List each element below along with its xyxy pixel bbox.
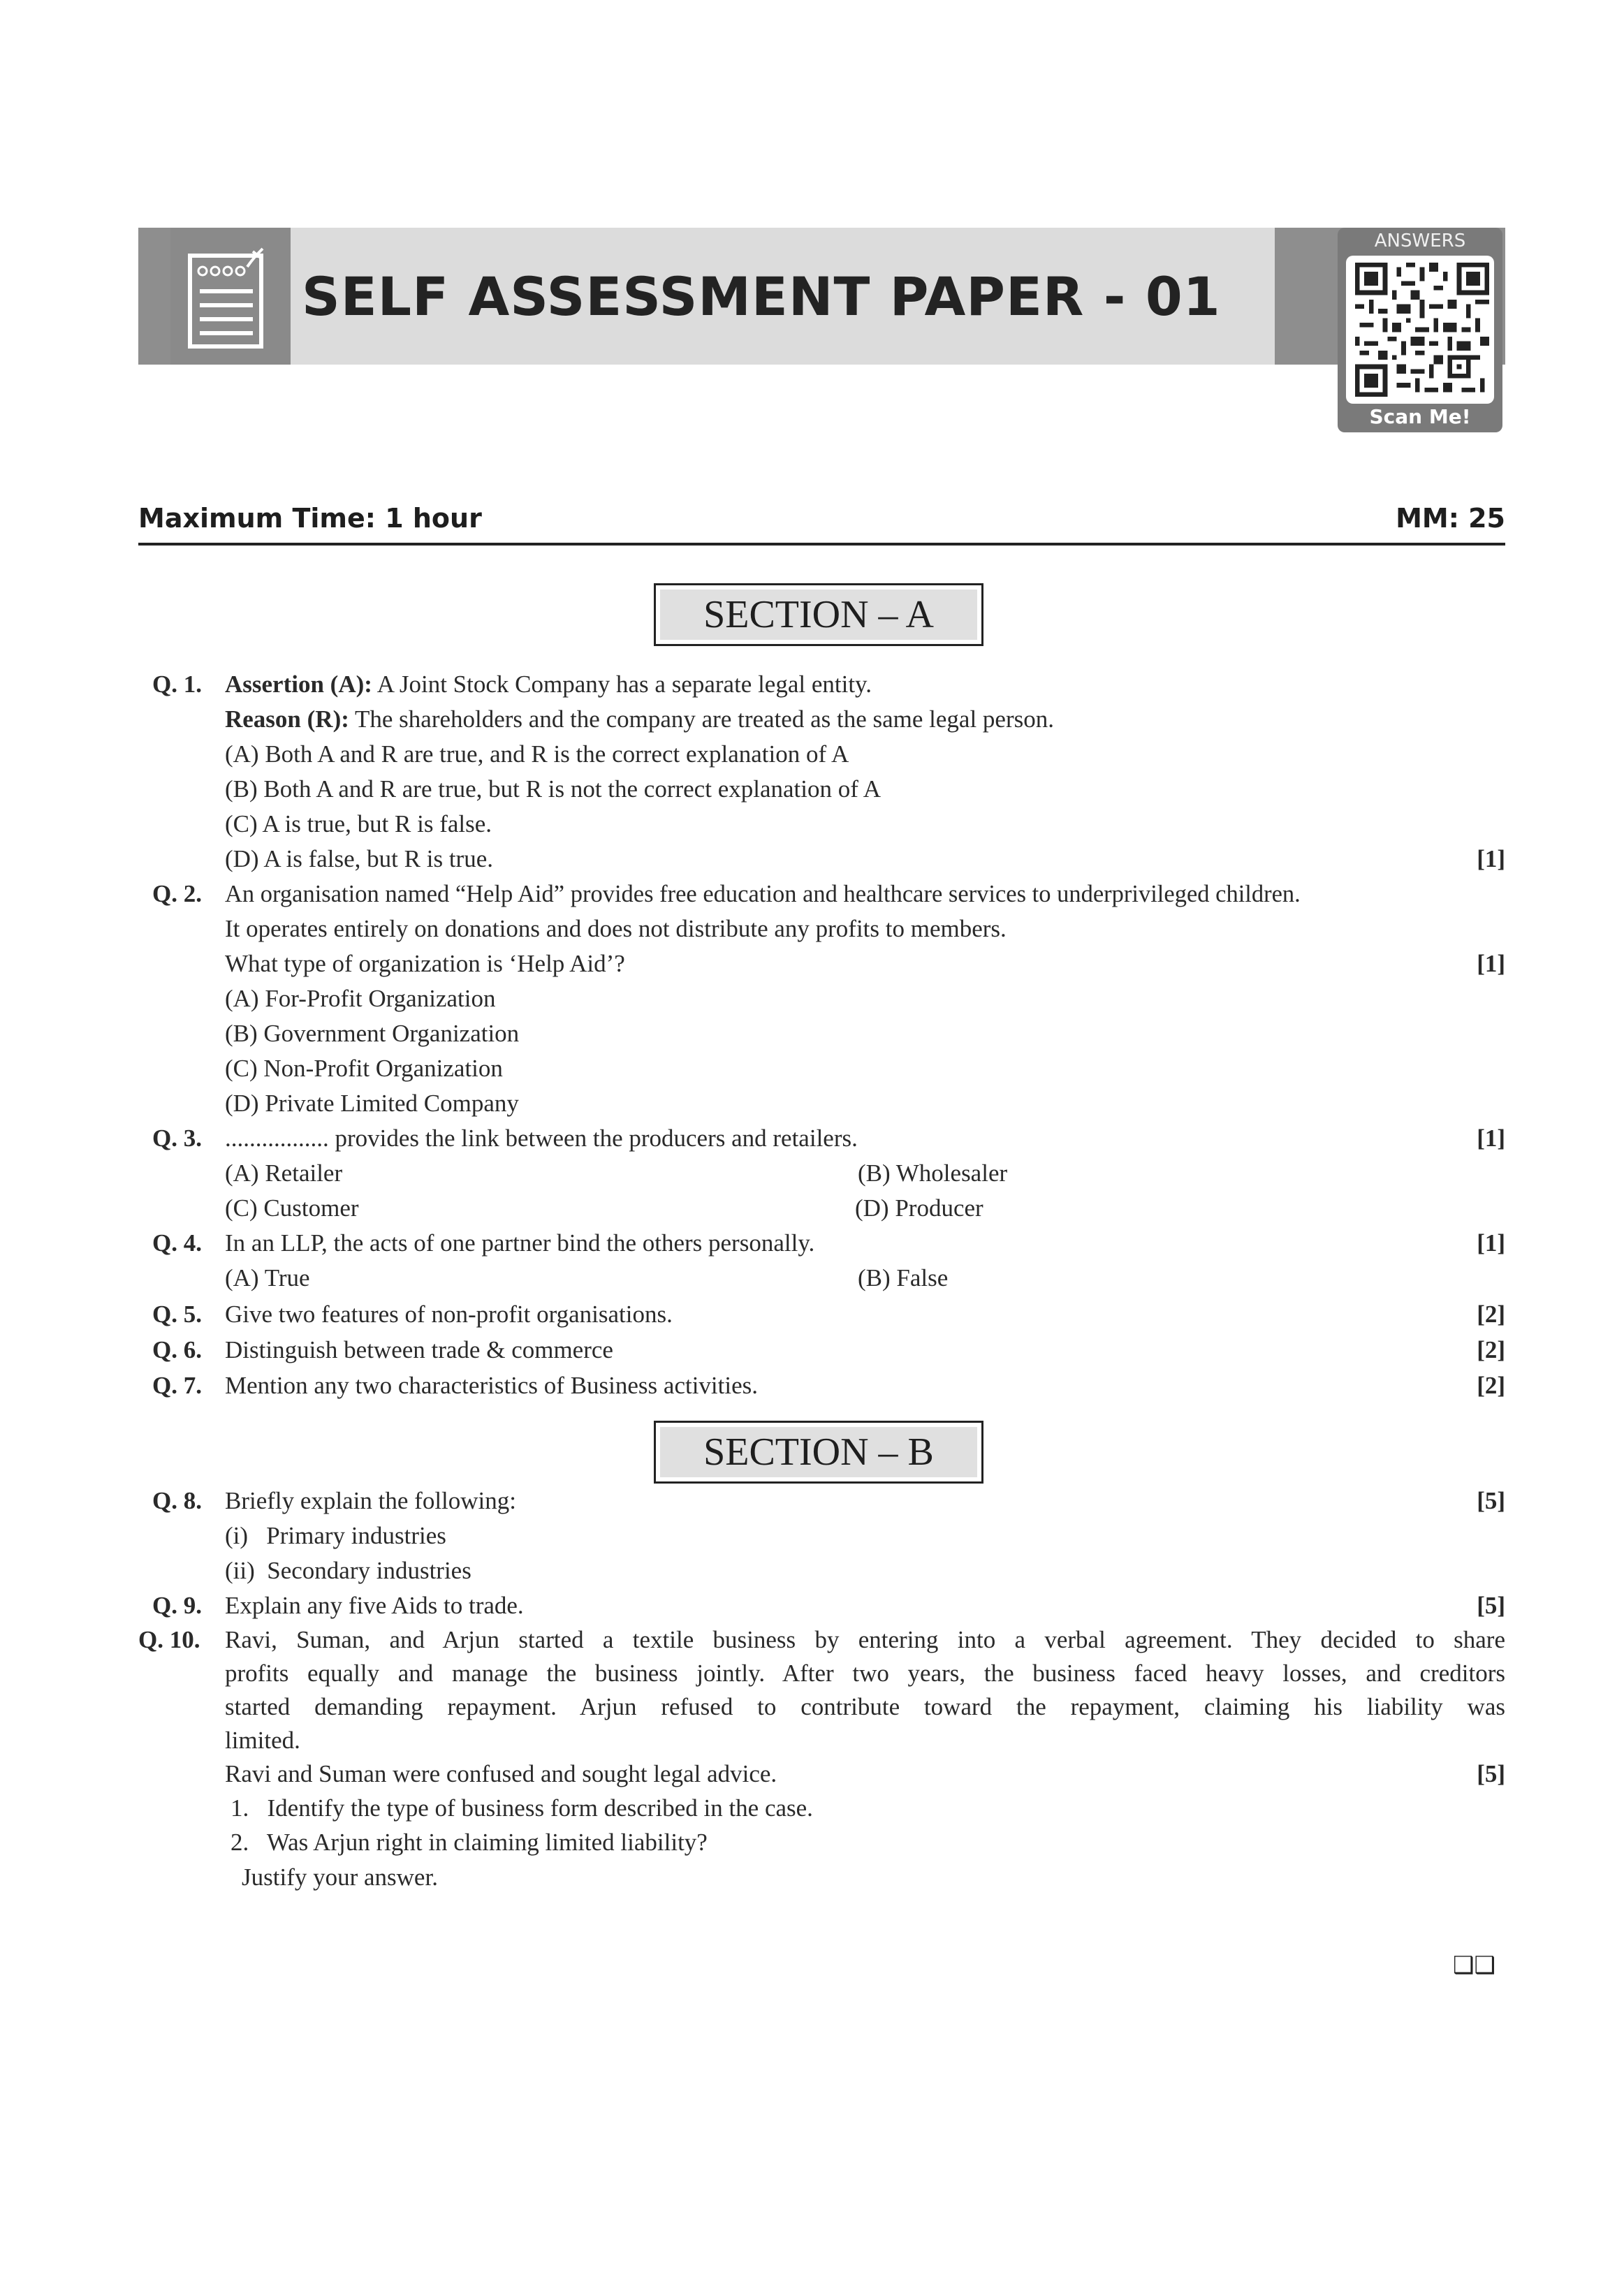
q5-marks: [2] — [1477, 1301, 1505, 1328]
q1-option-d: (D) A is false, but R is true. — [225, 845, 493, 872]
q10-line-2: profits equally and manage the business jointly. After two years, the business faced heavy losses, and creditors — [225, 1660, 1505, 1687]
q2-text-line2: It operates entirely on donations and does not distribute any profits to members. — [225, 915, 1007, 942]
q3-option-b: (B) Wholesaler — [858, 1159, 1008, 1187]
q1-number: Q. 1. — [152, 671, 202, 698]
q4-option-b: (B) False — [858, 1264, 949, 1291]
q9-text: Explain any five Aids to trade. — [225, 1592, 524, 1619]
q2-option-b: (B) Government Organization — [225, 1020, 520, 1047]
q2-option-d: (D) Private Limited Company — [225, 1090, 519, 1117]
q10-marks: [5] — [1477, 1760, 1505, 1787]
q9-number: Q. 9. — [152, 1592, 202, 1619]
q10-line-3: started demanding repayment. Arjun refused to contribute toward the repayment, claiming his liability was — [225, 1693, 1505, 1720]
section-a-header — [654, 583, 983, 646]
q6-number: Q. 6. — [152, 1336, 202, 1363]
banner-left-strip — [138, 228, 170, 365]
q7-number: Q. 7. — [152, 1372, 202, 1399]
q2-text-line3: What type of organization is ‘Help Aid’? — [225, 950, 625, 977]
q2-option-a: (A) For-Profit Organization — [225, 985, 496, 1012]
q3-number: Q. 3. — [152, 1125, 202, 1152]
q10-line-4: limited. — [225, 1727, 300, 1754]
maximum-time: Maximum Time: 1 hour — [138, 503, 482, 534]
q8-item-1: (i) Primary industries — [225, 1522, 446, 1549]
q8-number: Q. 8. — [152, 1487, 202, 1514]
q10-item-1: 1. Identify the type of business form described in the case. — [231, 1794, 813, 1822]
q5-text: Give two features of non-profit organisations. — [225, 1301, 673, 1328]
qr-answers-label: ANSWERS — [1374, 230, 1466, 251]
q3-option-a: (A) Retailer — [225, 1159, 343, 1187]
document-icon — [186, 246, 267, 349]
section-b-header — [654, 1421, 983, 1484]
qr-scan-label: Scan Me! — [1369, 405, 1471, 428]
q8-marks: [5] — [1477, 1487, 1505, 1514]
q9-marks: [5] — [1477, 1592, 1505, 1619]
q2-number: Q. 2. — [152, 880, 202, 907]
q5-number: Q. 5. — [152, 1301, 202, 1328]
q1-option-c: (C) A is true, but R is false. — [225, 810, 492, 837]
q2-option-c: (C) Non-Profit Organization — [225, 1055, 503, 1082]
q7-text: Mention any two characteristics of Business activities. — [225, 1372, 759, 1399]
q10-tail: Justify your answer. — [242, 1864, 438, 1891]
q3-text: ................. provides the link between the producers and retailers. — [225, 1125, 858, 1152]
q2-text-line1: An organisation named “Help Aid” provides free education and healthcare services to underprivileged children. — [225, 881, 1301, 907]
q10-number: Q. 10. — [138, 1626, 200, 1653]
q8-item-2: (ii) Secondary industries — [225, 1557, 471, 1584]
q2-marks: [1] — [1477, 950, 1505, 977]
exam-meta — [138, 503, 1505, 538]
section-a-title: SECTION – A — [660, 590, 977, 640]
maximum-marks: MM: 25 — [1396, 503, 1505, 534]
q4-option-a: (A) True — [225, 1264, 310, 1291]
q3-option-c: (C) Customer — [225, 1194, 359, 1222]
q4-marks: [1] — [1477, 1229, 1505, 1257]
q1-assertion: Assertion (A): A Joint Stock Company has a separate legal entity. — [225, 671, 872, 698]
q10-item-2: 2. Was Arjun right in claiming limited liability? — [231, 1829, 708, 1856]
q1-option-a: (A) Both A and R are true, and R is the correct explanation of A — [225, 740, 849, 768]
q10-line-1: Ravi, Suman, and Arjun started a textile business by entering into a verbal agreement. They decided to share — [225, 1626, 1505, 1653]
q4-text: In an LLP, the acts of one partner bind the others personally. — [225, 1229, 815, 1257]
q3-option-d: (D) Producer — [855, 1194, 983, 1222]
section-b-title: SECTION – B — [660, 1427, 977, 1477]
q1-marks: [1] — [1477, 845, 1505, 872]
q10-line-5: Ravi and Suman were confused and sought legal advice. — [225, 1760, 777, 1787]
end-mark: ❑❑ — [1453, 1952, 1495, 1979]
qr-code-icon[interactable] — [1355, 263, 1489, 397]
page-title: SELF ASSESSMENT PAPER - 01 — [302, 265, 1221, 328]
q8-text: Briefly explain the following: — [225, 1487, 516, 1514]
meta-divider — [138, 543, 1505, 546]
q7-marks: [2] — [1477, 1372, 1505, 1399]
q6-marks: [2] — [1477, 1336, 1505, 1363]
q1-reason: Reason (R): The shareholders and the company are treated as the same legal person. — [225, 705, 1054, 733]
q6-text: Distinguish between trade & commerce — [225, 1336, 613, 1363]
q4-number: Q. 4. — [152, 1229, 202, 1257]
q3-marks: [1] — [1477, 1125, 1505, 1152]
q1-option-b: (B) Both A and R are true, but R is not the correct explanation of A — [225, 775, 881, 803]
